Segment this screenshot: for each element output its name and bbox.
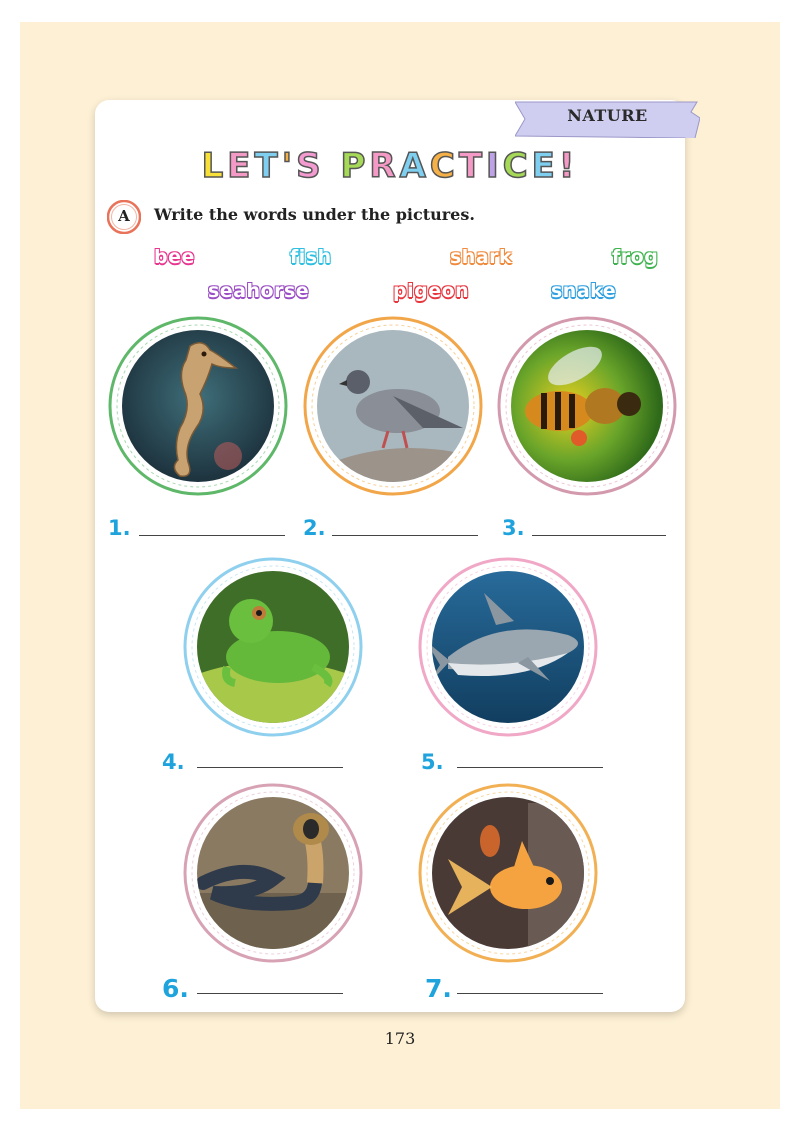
- title-letter: S: [296, 146, 325, 186]
- title-letter: E: [531, 146, 559, 186]
- pigeon-picture: [303, 316, 483, 496]
- bee-picture: [497, 316, 677, 496]
- word-frog: frog: [612, 246, 659, 268]
- title-letter: E: [227, 146, 255, 186]
- word-fish: fish: [290, 246, 332, 268]
- page-title: [190, 146, 590, 196]
- word-bee: bee: [154, 246, 195, 268]
- section-label: NATURE: [567, 106, 648, 125]
- title-letter: P: [340, 146, 370, 186]
- word-shark: shark: [450, 246, 513, 268]
- title-letter: !: [558, 146, 579, 186]
- word-pigeon: pigeon: [393, 280, 470, 302]
- answer-line-6[interactable]: [197, 993, 343, 994]
- title-letter: T: [254, 146, 282, 186]
- title-letter: R: [369, 146, 400, 186]
- item-number-3: 3.: [502, 516, 525, 540]
- item-number-1: 1.: [108, 516, 131, 540]
- answer-line-5[interactable]: [457, 767, 603, 768]
- answer-line-4[interactable]: [197, 767, 343, 768]
- frog-picture: [183, 557, 363, 737]
- title-letter: L: [201, 146, 228, 186]
- snake-picture: [183, 783, 363, 963]
- shark-picture: [418, 557, 598, 737]
- title-letter: ': [281, 146, 297, 186]
- title-letter: A: [399, 146, 430, 186]
- answer-line-7[interactable]: [457, 993, 603, 994]
- title-letter: C: [429, 146, 459, 186]
- title-letter: T: [458, 146, 487, 186]
- title-letter: [325, 146, 341, 186]
- item-number-7: 7.: [425, 974, 452, 1003]
- title-letter: C: [502, 146, 532, 186]
- item-number-4: 4.: [162, 750, 185, 774]
- item-number-2: 2.: [303, 516, 326, 540]
- seahorse-picture: [108, 316, 288, 496]
- goldfish-picture: [418, 783, 598, 963]
- exercise-instruction: Write the words under the pictures.: [154, 205, 475, 224]
- answer-line-2[interactable]: [332, 535, 478, 536]
- word-seahorse: seahorse: [208, 280, 310, 302]
- item-number-6: 6.: [162, 974, 189, 1003]
- item-number-5: 5.: [421, 750, 444, 774]
- page-number: 173: [384, 1029, 416, 1048]
- title-letter: I: [486, 146, 503, 186]
- exercise-letter: A: [118, 207, 130, 225]
- word-snake: snake: [551, 280, 617, 302]
- answer-line-1[interactable]: [139, 535, 285, 536]
- answer-line-3[interactable]: [532, 535, 666, 536]
